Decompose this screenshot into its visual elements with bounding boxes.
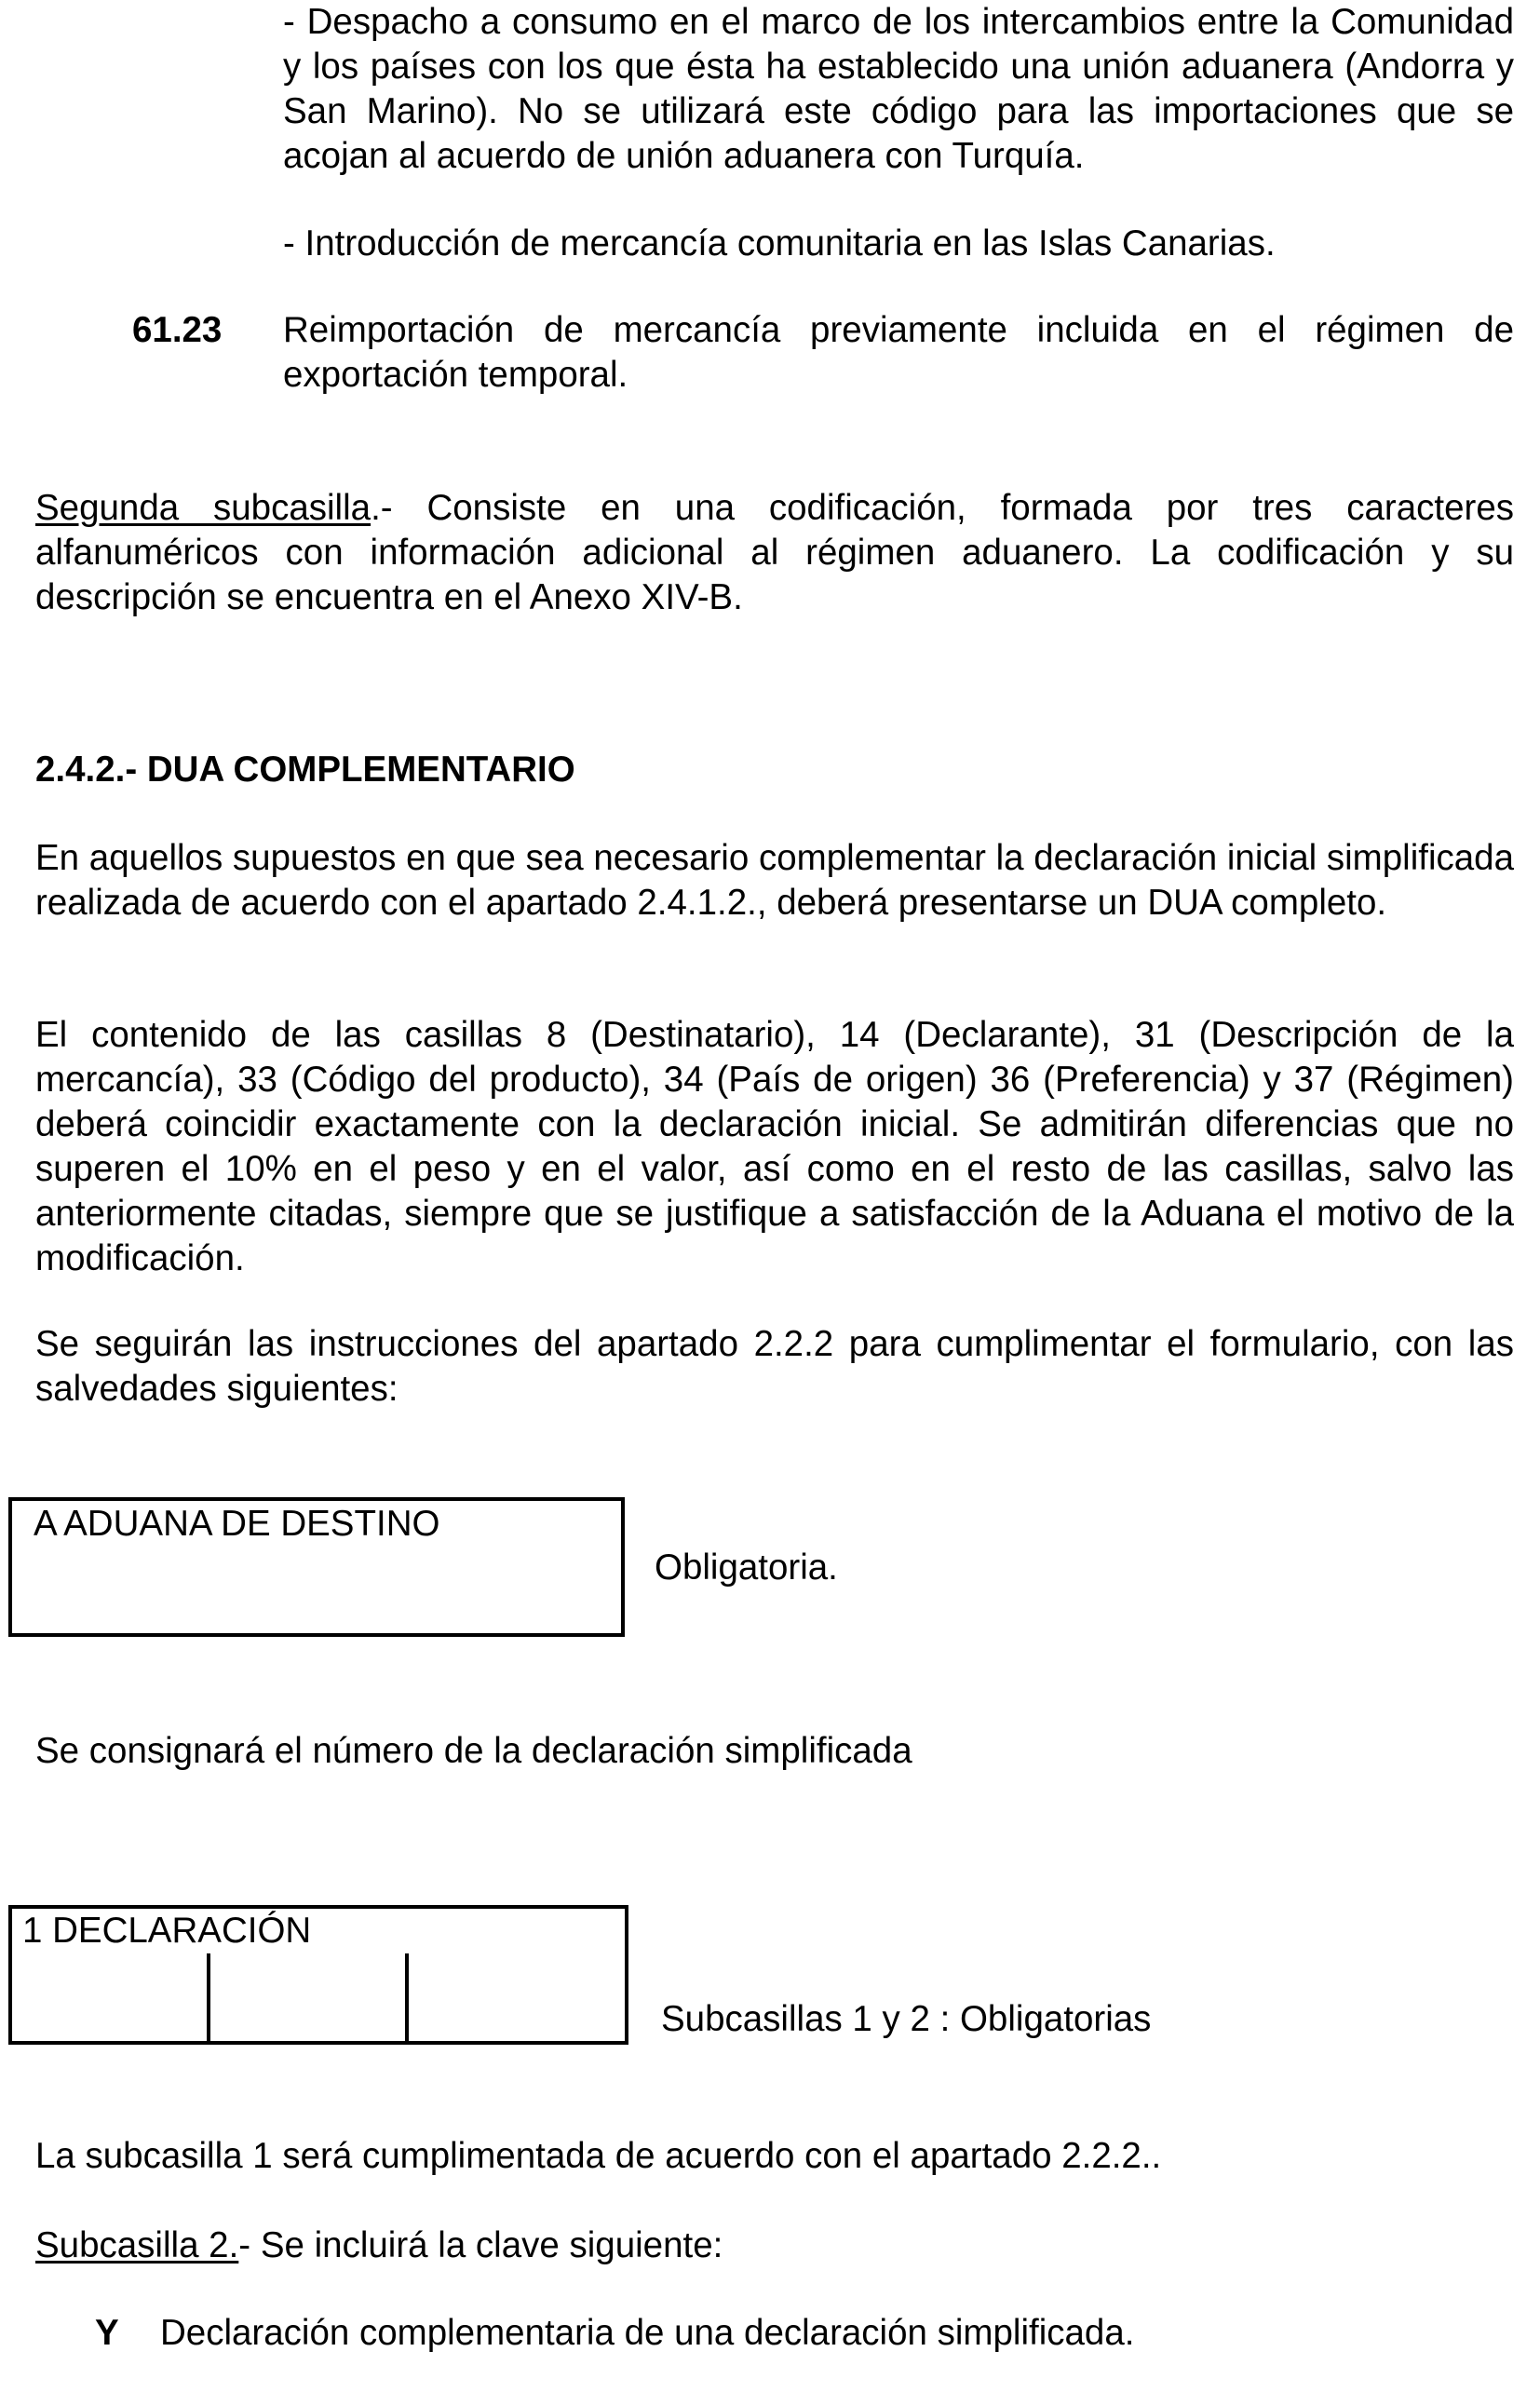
box-declaracion-divider-2 [405,1953,409,2045]
code-61-23: 61.23 [132,310,223,350]
segunda-subcasilla-text: .- Consiste en una codificación, formada por tres caracteres alfanuméricos con información adicional al régimen aduanero. La codificación y su descripción se encuentra en el Anexo XIV-B. [35,488,1514,617]
box-aduana-destino-note: Obligatoria. [655,1547,838,1588]
subcasilla-2-text: - Se incluirá la clave siguiente: [238,2225,723,2265]
bullet-islas-canarias: - Introducción de mercancía comunitaria en las Islas Canarias. [283,223,1276,264]
box-declaracion-note: Subcasillas 1 y 2 : Obligatorias [661,1999,1152,2039]
section-paragraph-1: En aquellos supuestos en que sea necesario complementar la declaración inicial simplificada realizada de acuerdo con el apartado 2.4.1.2., deberá presentarse un DUA completo. [35,838,1514,923]
segunda-subcasilla-paragraph [35,486,1514,620]
clave-code: Y [95,2313,119,2353]
box-declaracion-divider-1 [207,1953,210,2045]
subcasilla-2-paragraph [35,2223,723,2268]
section-paragraph-2: El contenido de las casillas 8 (Destinatario), 14 (Declarante), 31 (Descripción de la mercancía), 33 (Código del producto), 34 (País de origen) 36 (Preferencia) y 37 (Régimen) deberá coincidir exactamente con la declaración inicial. Se admitirán diferencias que no superen el 10% en el peso y en el valor, así como en el resto de las casillas, salvo las anteriormente citadas, siempre que se justifique a satisfacción de la Aduana el motivo de la modificación. [35,1015,1514,1278]
box-declaracion-label: 1 DECLARACIÓN [22,1911,312,1951]
section-paragraph-3: Se seguirán las instrucciones del apartado 2.2.2 para cumplimentar el formulario, con las salvedades siguientes: [35,1324,1514,1409]
box-aduana-destino-label: A ADUANA DE DESTINO [34,1504,440,1544]
bullet-despacho-consumo: - Despacho a consumo en el marco de los intercambios entre la Comunidad y los países con los que ésta ha establecido una unión aduanera (Andorra y San Marino). No se utilizará este código para las importaciones que se acojan al acuerdo de unión aduanera con Turquía. [283,2,1514,176]
section-heading: 2.4.2.- DUA COMPLEMENTARIO [35,750,575,790]
box-aduana-destino-description: Se consignará el número de la declaración simplificada [35,1731,912,1771]
box-declaracion-description: La subcasilla 1 será cumplimentada de acuerdo con el apartado 2.2.2.. [35,2136,1162,2176]
subcasilla-2-label: Subcasilla 2. [35,2225,239,2265]
segunda-subcasilla-label: Segunda subcasilla [35,488,371,528]
code-61-23-description: Reimportación de mercancía previamente incluida en el régimen de exportación temporal. [283,310,1514,395]
clave-description: Declaración complementaria de una declaración simplificada. [160,2313,1135,2353]
